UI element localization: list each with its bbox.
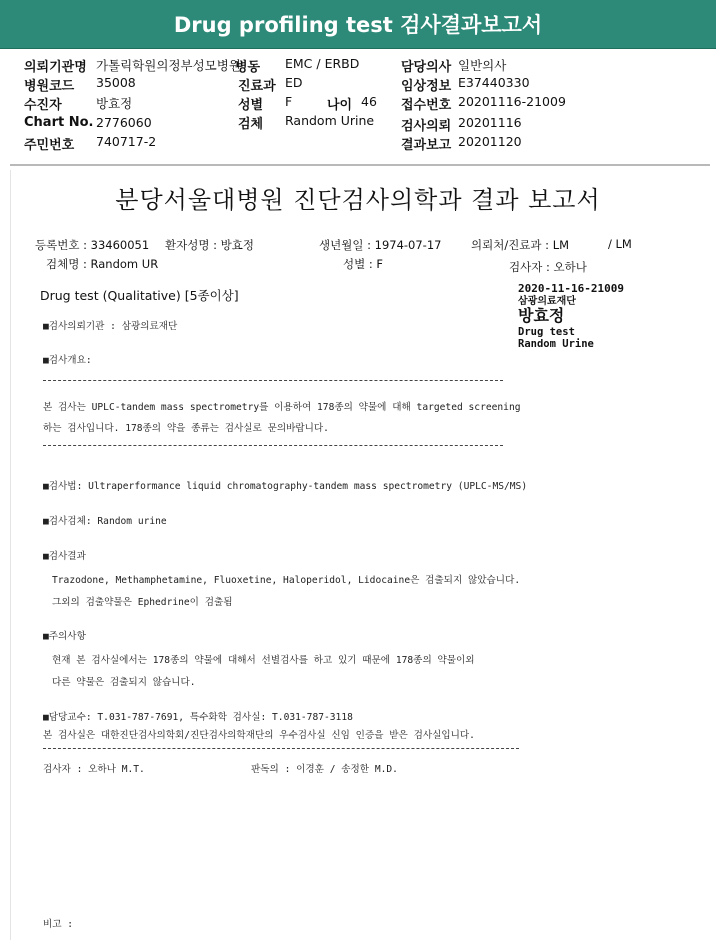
ward-label: 병동 [235, 60, 261, 75]
examiner-signature: 검사자 : 오하나 M.T. [43, 764, 145, 775]
paper-examiner: 검사자 : 오하나 [509, 260, 587, 274]
resident-value: 740717-2 [96, 134, 157, 149]
chart-value: 2776060 [96, 115, 152, 130]
request-date-value: 20201116 [458, 115, 522, 130]
certification-line: 본 검사실은 대한진단검사의학회/진단검사의학재단의 우수검사실 신임 인증을 받은 검사실입니다. [43, 730, 475, 741]
dept-value: ED [285, 75, 303, 90]
result-line-2: 그외의 검출약물은 Ephedrine이 검출됨 [52, 597, 233, 608]
notice-line-2: 다른 약물은 검출되지 않습니다. [52, 677, 196, 688]
agency-line: ■검사의뢰기관 : 삼광의료재단 [43, 321, 178, 332]
specimen-value: Random Urine [285, 113, 375, 128]
specimen-label: 검체 [238, 117, 264, 132]
contact-line: ■담당교수: T.031-787-7691, 특수화학 검사실: T.031-787-3118 [43, 712, 353, 723]
overview-heading: ■검사개요: [43, 355, 92, 366]
report-date-label: 결과보고 [401, 138, 452, 153]
examinee-label: 수진자 [24, 98, 62, 113]
hospital-value: 가톨릭학원의정부성모병원 [96, 58, 241, 73]
reg-no: 등록번호 : 33460051 [35, 238, 150, 252]
qualitative-title: Drug test (Qualitative) [5종이상] [40, 288, 239, 303]
doctor-label: 담당의사 [401, 60, 452, 75]
request-info-panel [0, 54, 716, 164]
section-divider [10, 164, 710, 166]
birth-date: 생년월일 : 1974-07-17 [319, 238, 442, 252]
clinical-value: E37440330 [458, 75, 530, 90]
hospital-label: 의뢰기관명 [24, 60, 87, 75]
chart-label: Chart No. [24, 115, 94, 130]
specimen-name: 검체명 : Random UR [46, 257, 159, 271]
examinee-value: 방효정 [96, 96, 133, 111]
paper-title: 분당서울대병원 진단검사의학과 결과 보고서 [115, 186, 601, 214]
hosp-code-value: 35008 [96, 75, 136, 90]
stamp-receipt-no: 2020-11-16-21009 [518, 282, 624, 295]
method-line: ■검사법: Ultraperformance liquid chromatography-tandem mass spectrometry (UPLC-MS/MS) [43, 481, 528, 492]
dashed-divider [43, 748, 519, 749]
requester-dept-2: / LM [608, 237, 632, 251]
request-date-label: 검사의뢰 [401, 119, 452, 134]
result-line-1: Trazodone, Methamphetamine, Fluoxetine, Haloperidol, Lidocaine은 검출되지 않았습니다. [52, 575, 521, 586]
stamp-test-name: Drug test [518, 325, 575, 338]
requester-dept: 의뢰처/진료과 : LM [471, 238, 570, 252]
specimen-line: ■검사검체: Random urine [43, 516, 167, 527]
stamp-specimen: Random Urine [518, 337, 594, 350]
report-banner-title: Drug profiling test 검사결과보고서 [0, 0, 716, 49]
dept-label: 진료과 [238, 79, 276, 94]
sex-value: F [285, 94, 293, 109]
remarks-label: 비고 : [43, 919, 74, 930]
patient-name: 환자성명 : 방효정 [165, 238, 254, 252]
dashed-divider [43, 445, 503, 446]
receipt-value: 20201116-21009 [458, 94, 566, 109]
result-heading: ■검사결과 [43, 551, 86, 562]
reader-signature: 판독의 : 이경훈 / 송정한 M.D. [251, 764, 398, 775]
notice-line-1: 현재 본 검사실에서는 178종의 약물에 대해서 선별검사를 하고 있기 때문에 178종의 약물이외 [52, 655, 475, 666]
report-date-value: 20201120 [458, 134, 522, 149]
doctor-value: 일반의사 [458, 58, 507, 73]
receipt-label: 접수번호 [401, 98, 452, 113]
overview-line-2: 하는 검사입니다. 178종의 약을 종류는 검사실로 문의바랍니다. [43, 423, 329, 434]
stamp-patient-name: 방효정 [518, 306, 565, 326]
age-label: 나이 [327, 98, 353, 113]
hosp-code-label: 병원코드 [24, 79, 75, 94]
paper-sex: 성별 : F [343, 257, 384, 271]
sex-label: 성별 [238, 98, 264, 113]
clinical-label: 임상정보 [401, 79, 452, 94]
sample-label-stamp [518, 283, 668, 350]
dashed-divider [43, 380, 503, 381]
overview-line-1: 본 검사는 UPLC-tandem mass spectrometry를 이용하여 178종의 약물에 대해 targeted screening [43, 402, 521, 413]
age-value: 46 [361, 94, 377, 109]
resident-label: 주민번호 [24, 138, 75, 153]
notice-heading: ■주의사항 [43, 631, 86, 642]
ward-value: EMC / ERBD [285, 56, 360, 71]
stamp-lab-name: 삼광의료재단 [518, 295, 576, 307]
